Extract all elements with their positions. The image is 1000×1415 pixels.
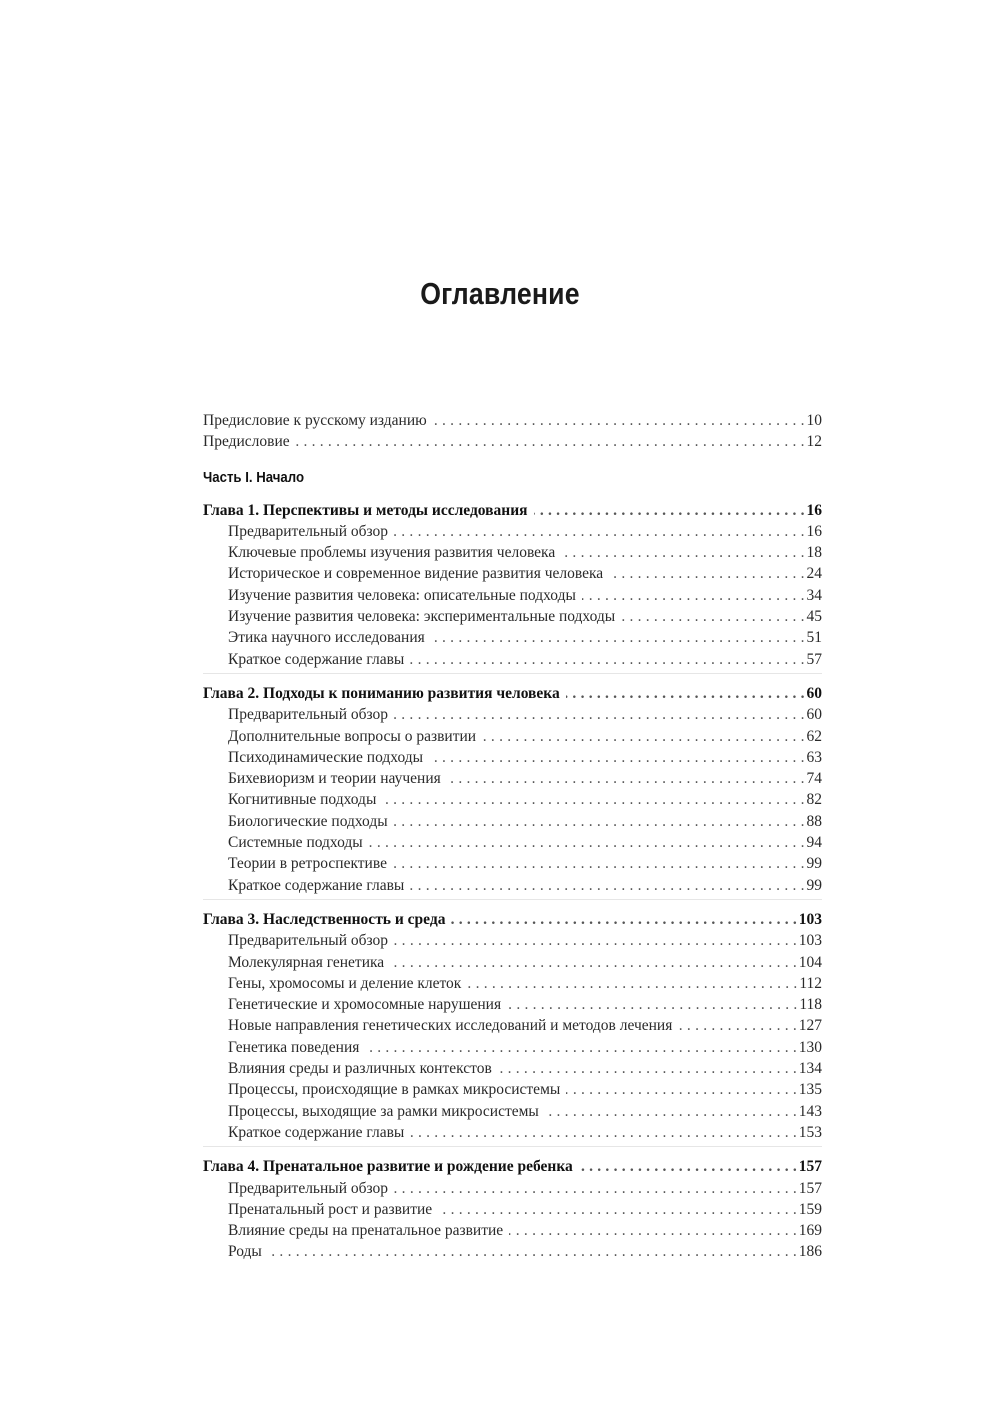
- toc-entry-chapter[interactable]: [203, 683, 822, 704]
- toc-entry-section[interactable]: [203, 1101, 822, 1122]
- entry-title: Когнитивные подходы: [228, 791, 377, 809]
- dot-leader: [410, 875, 804, 896]
- entry-title: Изучение развития человека: экспериментальные подходы: [228, 608, 616, 626]
- dot-leader: [382, 789, 804, 810]
- toc-entry-section[interactable]: [203, 973, 822, 994]
- page-number: 63: [806, 748, 822, 766]
- toc-entry-front[interactable]: [203, 410, 822, 431]
- dot-leader: [429, 747, 804, 768]
- entry-title: Глава 2. Подходы к пониманию развития человека: [203, 684, 560, 702]
- dot-leader: [545, 1101, 797, 1122]
- page-number: 34: [806, 586, 822, 604]
- entry-title: Процессы, происходящие в рамках микросистемы: [228, 1081, 561, 1099]
- toc-entry-section[interactable]: [203, 811, 822, 832]
- toc-entry-section[interactable]: [203, 1122, 822, 1143]
- entry-title: Предварительный обзор: [228, 706, 389, 724]
- page-number: 135: [798, 1081, 822, 1099]
- dot-leader: [579, 1156, 797, 1177]
- entry-title: Психодинамические подходы: [228, 748, 424, 766]
- toc-entry-chapter[interactable]: [203, 500, 822, 521]
- dot-leader: [566, 683, 805, 704]
- toc-entry-section[interactable]: [203, 649, 822, 670]
- dot-leader: [394, 811, 805, 832]
- dot-leader: [410, 1122, 796, 1143]
- page-title: Оглавление: [420, 276, 580, 311]
- page-number: 24: [806, 565, 822, 583]
- chapter-divider: [203, 673, 822, 674]
- entry-title: Системные подходы: [228, 834, 363, 852]
- chapter-block: [203, 497, 822, 670]
- chapter-block: [203, 680, 822, 896]
- toc-entry-section[interactable]: [203, 832, 822, 853]
- toc-entry-section[interactable]: [203, 563, 822, 584]
- entry-title: Предварительный обзор: [228, 522, 389, 540]
- dot-leader: [369, 832, 805, 853]
- dot-leader: [509, 1220, 797, 1241]
- toc-entry-section[interactable]: [203, 789, 822, 810]
- page-number: 12: [806, 433, 822, 451]
- dot-leader: [482, 726, 804, 747]
- toc-entry-section[interactable]: [203, 606, 822, 627]
- entry-title: Историческое и современное видение развития человека: [228, 565, 604, 583]
- chapter-divider: [203, 1146, 822, 1147]
- toc-entry-section[interactable]: [203, 1015, 822, 1036]
- page-number: 10: [806, 412, 822, 429]
- dot-leader: [431, 627, 805, 648]
- page-number: 130: [798, 1038, 822, 1056]
- entry-title: Предварительный обзор: [228, 932, 389, 950]
- toc-entry-section[interactable]: [203, 994, 822, 1015]
- entry-title: Краткое содержание главы: [228, 876, 405, 894]
- page-number: 60: [806, 706, 822, 724]
- toc-entry-section[interactable]: [203, 1037, 822, 1058]
- page-number: 143: [798, 1102, 822, 1120]
- entry-title: Биологические подходы: [228, 812, 388, 830]
- toc-entry-section[interactable]: [203, 627, 822, 648]
- entry-title: Изучение развития человека: описательные подходы: [228, 586, 576, 604]
- dot-leader: [566, 1079, 796, 1100]
- page-number: 127: [798, 1017, 822, 1035]
- entry-title: Предисловие: [203, 433, 290, 451]
- page-number: 104: [798, 953, 822, 971]
- toc-entry-section[interactable]: [203, 875, 822, 896]
- dot-leader: [268, 1241, 797, 1262]
- dot-leader: [393, 853, 805, 874]
- entry-title: Гены, хромосомы и деление клеток: [228, 974, 462, 992]
- dot-leader: [433, 410, 805, 431]
- dot-leader: [390, 952, 797, 973]
- page-number: 16: [806, 501, 822, 519]
- table-of-contents: [203, 410, 822, 1263]
- entry-title: Краткое содержание главы: [228, 650, 405, 668]
- page-number: 118: [799, 996, 822, 1014]
- dot-leader: [394, 1178, 797, 1199]
- entry-title: Глава 3. Наследственность и среда: [203, 910, 446, 928]
- toc-entry-section[interactable]: [203, 853, 822, 874]
- page-number: 112: [799, 974, 822, 992]
- page-number: 16: [806, 522, 822, 540]
- entry-title: Глава 1. Перспективы и методы исследования: [203, 501, 528, 519]
- toc-entry-section[interactable]: [203, 1178, 822, 1199]
- toc-entry-section[interactable]: [203, 585, 822, 606]
- entry-title: Этика научного исследования: [228, 629, 425, 647]
- toc-entry-section[interactable]: [203, 726, 822, 747]
- toc-entry-chapter[interactable]: [203, 909, 822, 930]
- page-number: 134: [798, 1060, 822, 1078]
- page-number: 45: [806, 608, 822, 626]
- entry-title: Краткое содержание главы: [228, 1123, 405, 1141]
- entry-title: Влияния среды и различных контекстов: [228, 1060, 492, 1078]
- entry-title: Процессы, выходящие за рамки микросистемы: [228, 1102, 539, 1120]
- toc-entry-section[interactable]: [203, 1079, 822, 1100]
- dot-leader: [365, 1037, 796, 1058]
- page-number: 103: [798, 910, 822, 928]
- toc-entry-section[interactable]: [203, 704, 822, 725]
- entry-title: Генетические и хромосомные нарушения: [228, 996, 502, 1014]
- entry-title: Бихевиоризм и теории научения: [228, 770, 441, 788]
- page-number: 88: [806, 812, 822, 830]
- entry-title: Дополнительные вопросы о развитии: [228, 727, 477, 745]
- page-number: 51: [806, 629, 822, 647]
- page-number: 82: [806, 791, 822, 809]
- toc-entry-chapter[interactable]: [203, 1156, 822, 1177]
- page-number: 169: [798, 1222, 822, 1240]
- page-number: 62: [806, 727, 822, 745]
- entry-title: Теории в ретроспективе: [228, 855, 387, 873]
- entry-title: Молекулярная генетика: [228, 953, 385, 971]
- toc-entry-section[interactable]: [203, 1199, 822, 1220]
- entry-title: Роды: [228, 1243, 262, 1261]
- dot-leader: [534, 500, 805, 521]
- page-number: 157: [798, 1158, 822, 1176]
- toc-entry-section[interactable]: [203, 747, 822, 768]
- page-number: 186: [798, 1243, 822, 1261]
- page-number: 103: [798, 932, 822, 950]
- page-number: 99: [806, 855, 822, 873]
- dot-leader: [447, 768, 805, 789]
- toc-entry-section[interactable]: [203, 542, 822, 563]
- dot-leader: [438, 1199, 797, 1220]
- dot-leader: [507, 994, 797, 1015]
- page-number: 99: [806, 876, 822, 894]
- entry-title: Глава 4. Пренатальное развитие и рождение ребенка: [203, 1158, 573, 1176]
- dot-leader: [394, 704, 804, 725]
- part-heading: Часть I. Начало: [203, 468, 305, 486]
- dot-leader: [410, 649, 804, 670]
- entry-title: Ключевые проблемы изучения развития человека: [228, 544, 556, 562]
- page-number: 57: [806, 650, 822, 668]
- dot-leader: [394, 521, 804, 542]
- dot-leader: [678, 1015, 796, 1036]
- front-matter: [203, 410, 822, 453]
- dot-leader: [498, 1058, 797, 1079]
- page-number: 60: [806, 684, 822, 702]
- dot-leader: [394, 930, 797, 951]
- toc-entry-front[interactable]: [203, 431, 822, 452]
- toc-entry-section[interactable]: [203, 1220, 822, 1241]
- toc-entry-section[interactable]: [203, 930, 822, 951]
- chapter-block: [203, 1153, 822, 1262]
- dot-leader: [582, 585, 805, 606]
- entry-title: Предисловие к русскому изданию: [203, 412, 427, 429]
- entry-title: Предварительный обзор: [228, 1179, 389, 1197]
- toc-entry-section[interactable]: [203, 1058, 822, 1079]
- page-number: 157: [798, 1179, 822, 1197]
- page-number: 74: [806, 770, 822, 788]
- page-number: 94: [806, 834, 822, 852]
- page-number: 159: [798, 1200, 822, 1218]
- page-number: 153: [798, 1123, 822, 1141]
- chapter-list: [203, 497, 822, 1263]
- dot-leader: [451, 909, 796, 930]
- page-number: 18: [806, 544, 822, 562]
- dot-leader: [561, 542, 804, 563]
- dot-leader: [609, 563, 804, 584]
- dot-leader: [467, 973, 797, 994]
- toc-entry-section[interactable]: [203, 521, 822, 542]
- chapter-block: [203, 906, 822, 1143]
- dot-leader: [621, 606, 804, 627]
- dot-leader: [296, 431, 805, 452]
- entry-title: Генетика поведения: [228, 1038, 360, 1056]
- entry-title: Новые направления генетических исследований и методов лечения: [228, 1017, 673, 1035]
- entry-title: Влияние среды на пренатальное развитие: [228, 1222, 504, 1240]
- entry-title: Пренатальный рост и развитие: [228, 1200, 433, 1218]
- chapter-divider: [203, 899, 822, 900]
- toc-entry-section[interactable]: [203, 1241, 822, 1262]
- toc-entry-section[interactable]: [203, 952, 822, 973]
- toc-entry-section[interactable]: [203, 768, 822, 789]
